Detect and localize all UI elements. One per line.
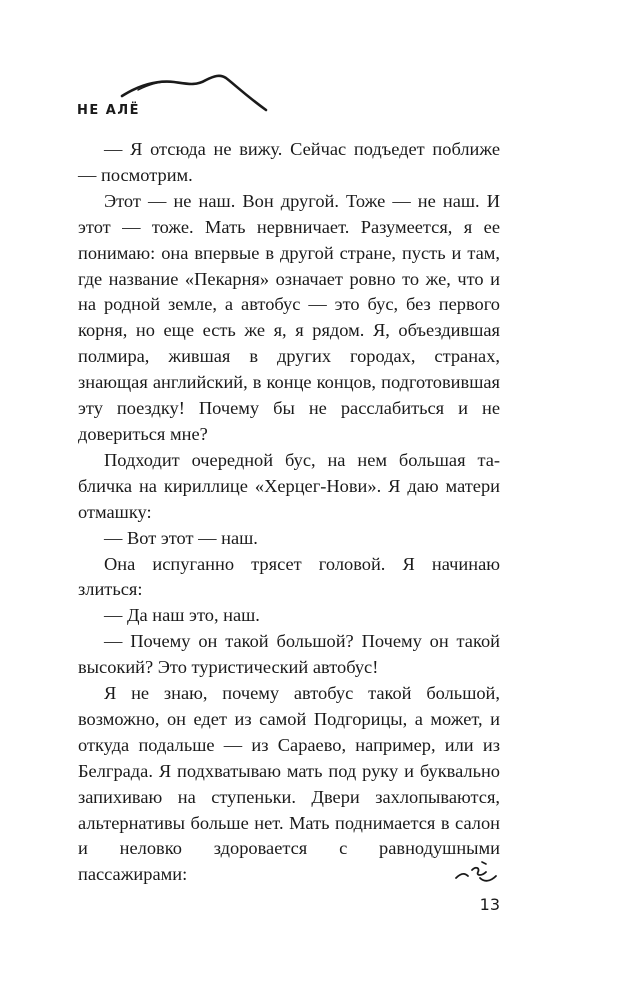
paragraph-8: Я не знаю, почему автобус такой большой, возможно, он едет из самой Подгорицы, а может, и откуда подальше — из Сараево, например, или из Белграда. Я подхватываю мать под руку и буквально запихиваю на ступеньки. Двери захлопываются, альтернативы больше нет. Мать поднимается в салон и неловко здоровается с равнодушными пассажирами: (78, 683, 500, 885)
footer-squiggle-ornament (452, 858, 502, 886)
paragraph-1: — Я отсюда не вижу. Сейчас подъедет поближе — посмотрим. (78, 139, 500, 185)
paragraph-5: Она испуганно трясет головой. Я начинаю злиться: (78, 553, 500, 600)
paragraph-2: Этот — не наш. Вон другой. Тоже — не наш. И этот — тоже. Мать нервничает. Разумеется, я ее понимаю: она впервые в другой стране, пусть и там, где название «Пекарня» означает ровно то же, что и на родной земле, а автобус — это бус, без первого корня, но еще есть же я, я рядом. Я, объездившая полмира, жившая в других городах, странах, знающая английский, в конце концов, подготовившая эту поездку! Почему бы не расслабиться и не довериться мне? (78, 190, 500, 444)
paragraph-3: Подходит очередной бус, на нем большая табличка на кириллице «Херцег-Нови». Я даю матери отмашку: (78, 449, 500, 522)
page-text (78, 137, 500, 888)
paragraph-6: — Да наш это, наш. (104, 605, 260, 626)
page-number: 13 (479, 895, 500, 914)
paragraph-4: — Вот этот — наш. (104, 527, 258, 548)
running-title: НЕ АЛЁ (77, 103, 141, 118)
header-swoosh-ornament (120, 66, 270, 116)
paragraph-7: — Почему он такой большой? Почему он такой высокий? Это туристический автобус! (78, 631, 500, 678)
